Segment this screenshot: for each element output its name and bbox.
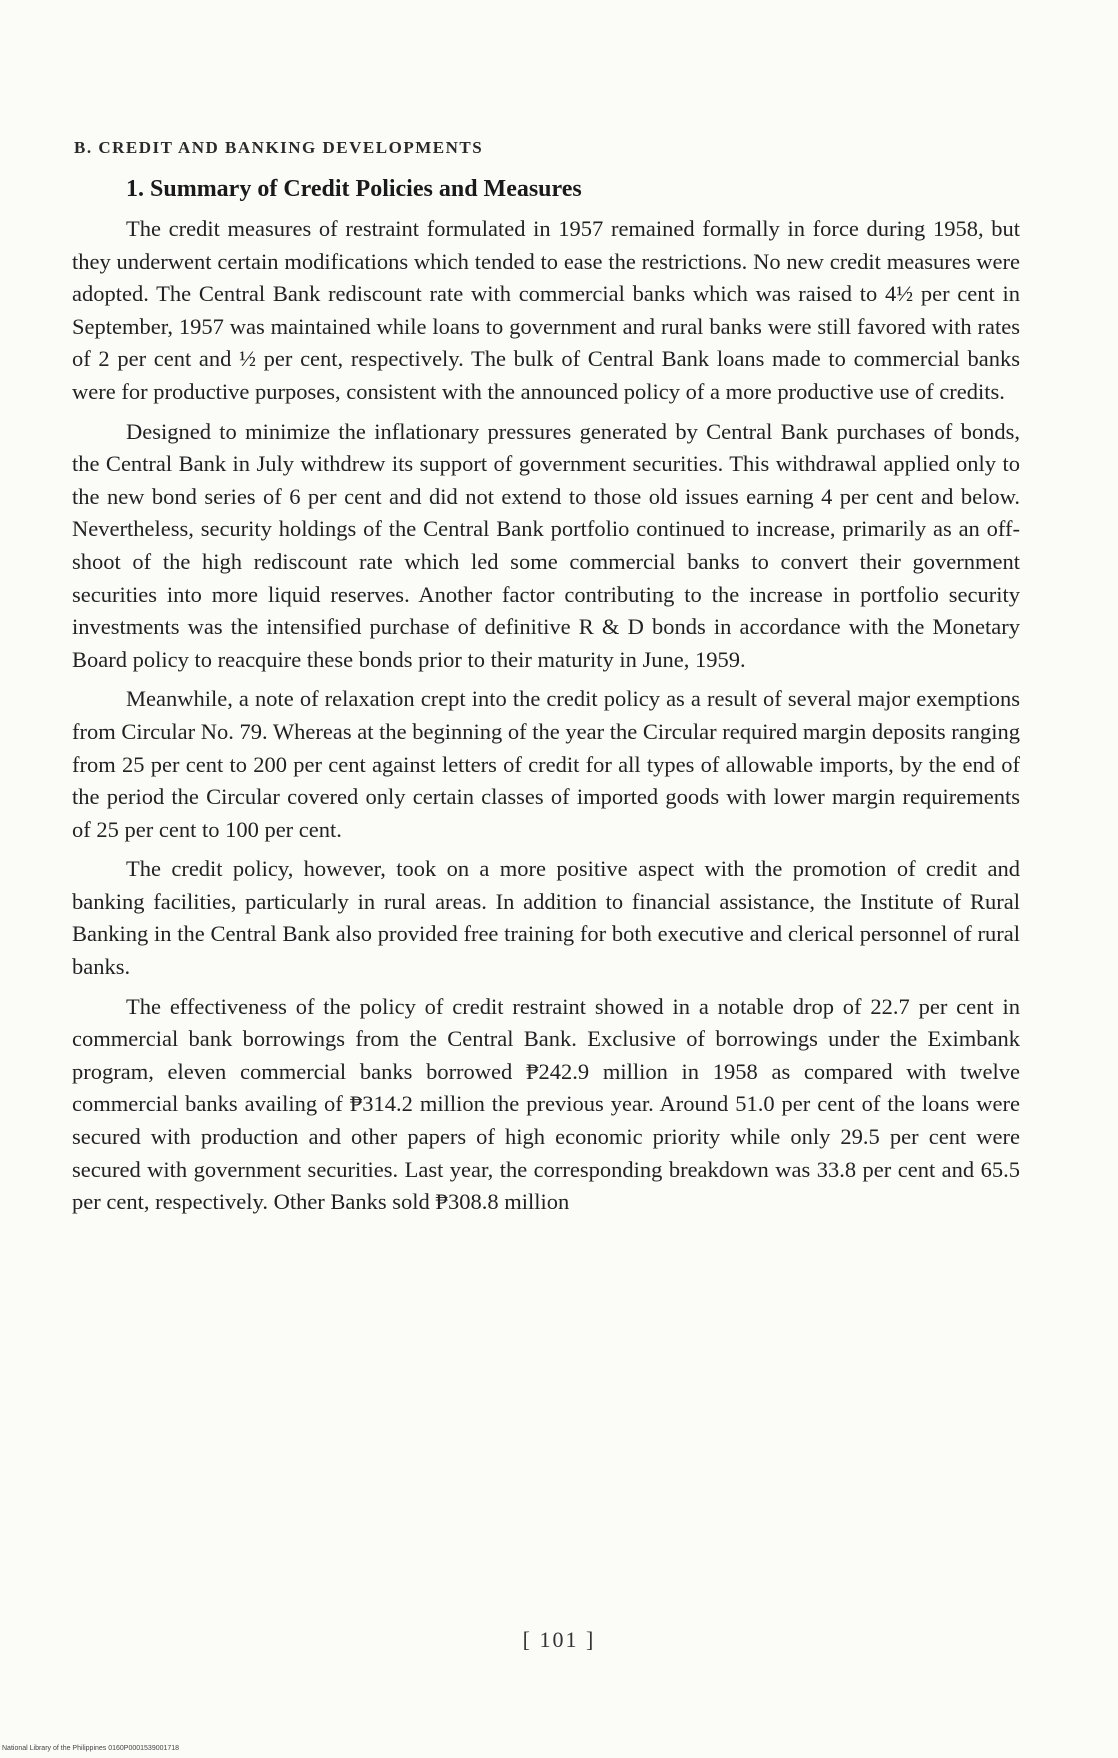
paragraph-circular-79: Meanwhile, a note of relaxation crept into the credit policy as a result of several major exemptions from Circular No. 79. Whereas at the beginning of the year the Circular required margin deposits ranging from 25 per cent to 200 per cent against letters of credit for all types of allowable imports, by the end of the period the Circular covered only certain classes of imported goods with lower margin requirements of 25 per cent to 100 per cent.	[72, 686, 1020, 842]
paragraph-rural-banking: The credit policy, however, took on a more positive aspect with the promotion of credit and banking facilities, particularly in rural areas. In addition to financial assistance, the Institute of Rural Banking in the Central Bank also provided free training for both executive and clerical personnel of rural banks.	[72, 856, 1020, 980]
paragraph-credit-measures: The credit measures of restraint formulated in 1957 remained formally in force during 1958, but they underwent certain modifications which tended to ease the restrictions. No new credit measures were adopted. The Central Bank rediscount rate with commercial banks which was raised to 4½ per cent in September, 1957 was maintained while loans to government and rural banks were still favored with rates of 2 per cent and ½ per cent, respectively. The bulk of Central Bank loans made to commercial banks were for productive purposes, consistent with the announced policy of a more productive use of credits.	[72, 216, 1020, 404]
footer-note: National Library of the Philippines 0160P0001539001718	[2, 1745, 180, 1752]
section-heading: B. CREDIT AND BANKING DEVELOPMENTS	[74, 138, 484, 157]
paragraph-securities-support: Designed to minimize the inflationary pressures generated by Central Bank purchases of bonds, the Central Bank in July withdrew its support of government securities. This withdrawal applied only to the new bond series of 6 per cent and did not extend to those old issues earning 4 per cent and below. Nevertheless, security holdings of the Central Bank portfolio continued to increase, primarily as an off-shoot of the high rediscount rate which led some commercial banks to convert their government securities into more liquid reserves. Another factor contributing to the increase in portfolio security investments was the intensified purchase of definitive R & D bonds in accordance with the Monetary Board policy to reacquire these bonds prior to their maturity in June, 1959.	[72, 418, 1020, 672]
document-page	[72, 130, 1020, 1226]
page-number: [ 101 ]	[522, 1627, 596, 1652]
paragraph-credit-restraint-effect: The effectiveness of the policy of credit restraint showed in a notable drop of 22.7 per cent in commercial bank borrowings from the Central Bank. Exclusive of borrowings under the Eximbank program, eleven commercial banks borrowed ₱242.9 million in 1958 as compared with twelve commercial banks availing of ₱314.2 million the previous year. Around 51.0 per cent of the loans were secured with production and other papers of high economic priority while only 29.5 per cent were secured with government securities. Last year, the corresponding breakdown was 33.8 per cent and 65.5 per cent, respectively. Other Banks sold ₱308.8 million	[72, 993, 1020, 1215]
subsection-heading: 1. Summary of Credit Policies and Measures	[126, 176, 582, 202]
